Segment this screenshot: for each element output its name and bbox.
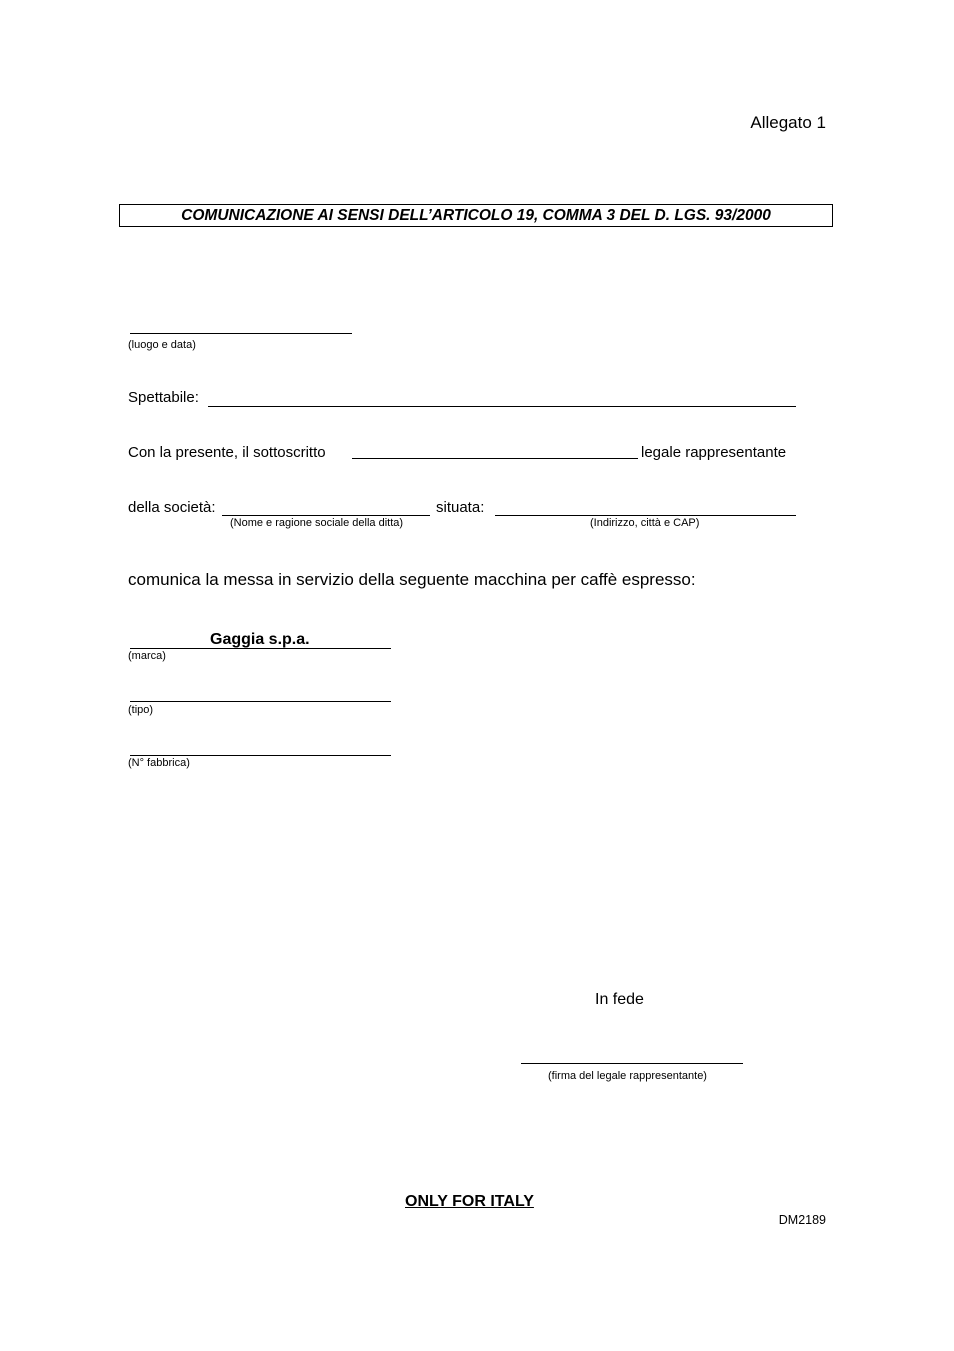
type-field[interactable] xyxy=(130,701,391,702)
brand-value: Gaggia s.p.a. xyxy=(210,631,310,648)
undersigned-field[interactable] xyxy=(352,458,638,459)
type-caption: (tipo) xyxy=(128,704,154,716)
brand-field[interactable] xyxy=(130,648,391,649)
document-code: DM2189 xyxy=(778,1213,826,1227)
located-label: situata: xyxy=(436,499,485,516)
company-caption: (Nome e ragione sociale della ditta) xyxy=(230,517,404,529)
document-title: COMUNICAZIONE AI SENSI DELL’ARTICOLO 19, COMMA 3 DEL D. LGS. 93/2000 xyxy=(119,204,833,227)
annex-label: Allegato 1 xyxy=(750,113,826,132)
undersigned-label: Con la presente, il sottoscritto xyxy=(128,444,326,461)
addressee-label: Spettabile: xyxy=(128,389,199,406)
closing-text: In fede xyxy=(595,991,644,1008)
signature-caption: (firma del legale rappresentante) xyxy=(548,1070,707,1082)
address-field[interactable] xyxy=(495,515,796,516)
brand-caption: (marca) xyxy=(128,650,166,662)
place-date-caption: (luogo e data) xyxy=(128,339,196,351)
serial-number-caption: (N° fabbrica) xyxy=(128,757,190,769)
company-field[interactable] xyxy=(222,515,430,516)
legal-rep-label: legale rappresentante xyxy=(641,444,787,461)
address-caption: (Indirizzo, città e CAP) xyxy=(590,517,700,529)
serial-number-field[interactable] xyxy=(130,755,391,756)
addressee-field[interactable] xyxy=(208,406,796,407)
company-label: della società: xyxy=(128,499,216,516)
place-date-field[interactable] xyxy=(130,333,352,334)
statement-text: comunica la messa in servizio della seguente macchina per caffè espresso: xyxy=(128,570,696,589)
region-notice: ONLY FOR ITALY xyxy=(405,1193,534,1210)
signature-field[interactable] xyxy=(521,1063,743,1064)
